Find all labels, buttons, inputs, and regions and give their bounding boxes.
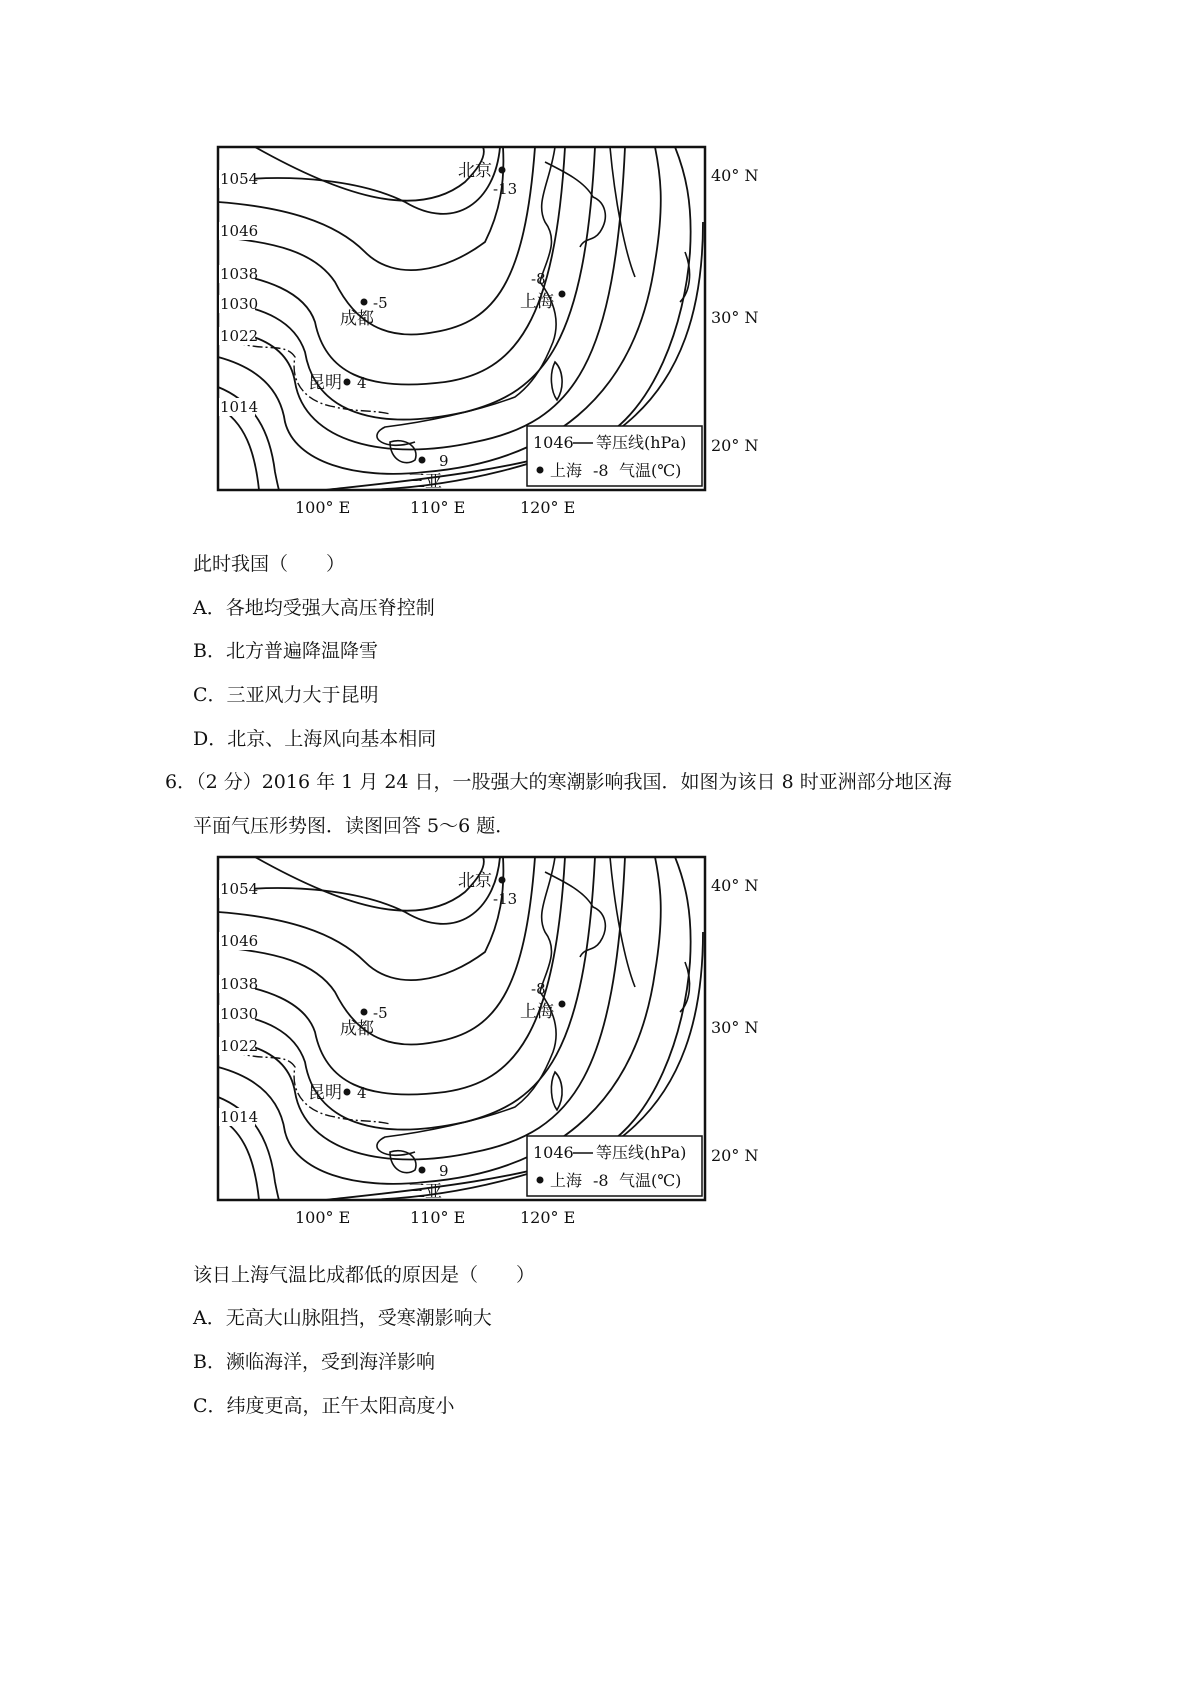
isobar-label: 1022 [220, 1037, 259, 1055]
svg-text:20° N: 20° N [711, 1146, 759, 1165]
city-temp: -8 [531, 270, 546, 288]
q6-option-c: C．纬度更高，正午太阳高度小 [193, 1395, 455, 1417]
svg-text:气温(℃): 气温(℃) [619, 461, 682, 480]
city-name: 三亚 [408, 1182, 442, 1202]
svg-text:上海: 上海 [550, 1171, 583, 1190]
city-name: 成都 [340, 309, 374, 329]
isobar-label: 1054 [220, 170, 259, 188]
city-dot [419, 1167, 426, 1174]
isobar-label: 1030 [220, 1005, 259, 1023]
svg-text:120° E: 120° E [520, 498, 576, 517]
isobar-label: 1030 [220, 295, 259, 313]
svg-text:100° E: 100° E [295, 498, 351, 517]
city-dot [499, 877, 506, 884]
svg-text:气温(℃): 气温(℃) [619, 1171, 682, 1190]
q5-stem: 此时我国（ ） [193, 553, 346, 575]
city-dot [499, 167, 506, 174]
q5-option-c: C．三亚风力大于昆明 [193, 684, 379, 706]
svg-text:1046: 1046 [533, 433, 574, 452]
city-temp: -13 [493, 180, 518, 198]
legend [527, 426, 702, 486]
city-name: 上海 [520, 1002, 554, 1022]
q6-intro-line2: 平面气压形势图．读图回答 5～6 题． [193, 815, 515, 837]
pressure-map-svg [215, 142, 840, 550]
q6-stem: 该日上海气温比成都低的原因是（ ） [193, 1264, 536, 1286]
isobar-labels [219, 170, 258, 416]
city-dot [344, 1089, 351, 1096]
q6-intro-line1: 6．（2 分）2016 年 1 月 24 日，一股强大的寒潮影响我国．如图为该日 8 时亚洲部分地区海 [165, 771, 952, 793]
legend [527, 1136, 702, 1196]
city-temp: 9 [439, 452, 449, 470]
city-temp: -5 [373, 1004, 388, 1022]
q5-option-b: B．北方普遍降温降雪 [193, 640, 378, 662]
city-name: 昆明 [308, 1083, 342, 1103]
lat-labels [711, 166, 758, 455]
isobar-label: 1014 [220, 398, 259, 416]
city-dot [559, 291, 566, 298]
isobar-label: 1038 [220, 265, 259, 283]
q6-option-a: A．无高大山脉阻挡，受寒潮影响大 [193, 1307, 492, 1329]
city-temp: -8 [531, 980, 546, 998]
city-temp: -5 [373, 294, 388, 312]
svg-text:30° N: 30° N [711, 1018, 759, 1037]
city-name: 北京 [458, 871, 492, 891]
svg-text:上海: 上海 [550, 461, 583, 480]
svg-text:等压线(hPa): 等压线(hPa) [596, 433, 687, 452]
city-temp: 9 [439, 1162, 449, 1180]
city-dot [559, 1001, 566, 1008]
isobar-label: 1038 [220, 975, 259, 993]
svg-text:100° E: 100° E [295, 1208, 351, 1227]
svg-text:30° N: 30° N [711, 308, 759, 327]
city-name: 北京 [458, 161, 492, 181]
city-name: 上海 [520, 292, 554, 312]
isobar-label: 1054 [220, 880, 259, 898]
q6-option-b: B．濒临海洋，受到海洋影响 [193, 1351, 435, 1373]
city-dot [344, 379, 351, 386]
city-name: 三亚 [408, 472, 442, 492]
svg-text:-8: -8 [593, 1171, 609, 1190]
isobar-label: 1014 [220, 1108, 259, 1126]
svg-text:110° E: 110° E [410, 1208, 466, 1227]
svg-text:120° E: 120° E [520, 1208, 576, 1227]
svg-text:110° E: 110° E [410, 498, 466, 517]
pressure-map-svg [215, 852, 840, 1260]
city-name: 成都 [340, 1019, 374, 1039]
svg-text:20° N: 20° N [711, 436, 759, 455]
lon-labels [295, 1208, 575, 1227]
city-temp: 4 [357, 374, 367, 392]
isobar-label: 1046 [220, 932, 259, 950]
q5-option-d: D．北京、上海风向基本相同 [193, 728, 437, 750]
isobar-label: 1046 [220, 222, 259, 240]
lat-labels [711, 876, 758, 1165]
pressure-map-1 [215, 142, 840, 550]
svg-text:等压线(hPa): 等压线(hPa) [596, 1143, 687, 1162]
lon-labels [295, 498, 575, 517]
city-name: 昆明 [308, 373, 342, 393]
isobar-label: 1022 [220, 327, 259, 345]
city-dot [361, 1009, 368, 1016]
svg-text:1046: 1046 [533, 1143, 574, 1162]
pressure-map-2 [215, 852, 840, 1260]
svg-text:40° N: 40° N [711, 876, 759, 895]
city-temp: 4 [357, 1084, 367, 1102]
city-dot [361, 299, 368, 306]
svg-text:40° N: 40° N [711, 166, 759, 185]
svg-text:-8: -8 [593, 461, 609, 480]
q5-option-a: A．各地均受强大高压脊控制 [193, 597, 435, 619]
isobar-labels [219, 880, 258, 1126]
city-dot [419, 457, 426, 464]
city-temp: -13 [493, 890, 518, 908]
